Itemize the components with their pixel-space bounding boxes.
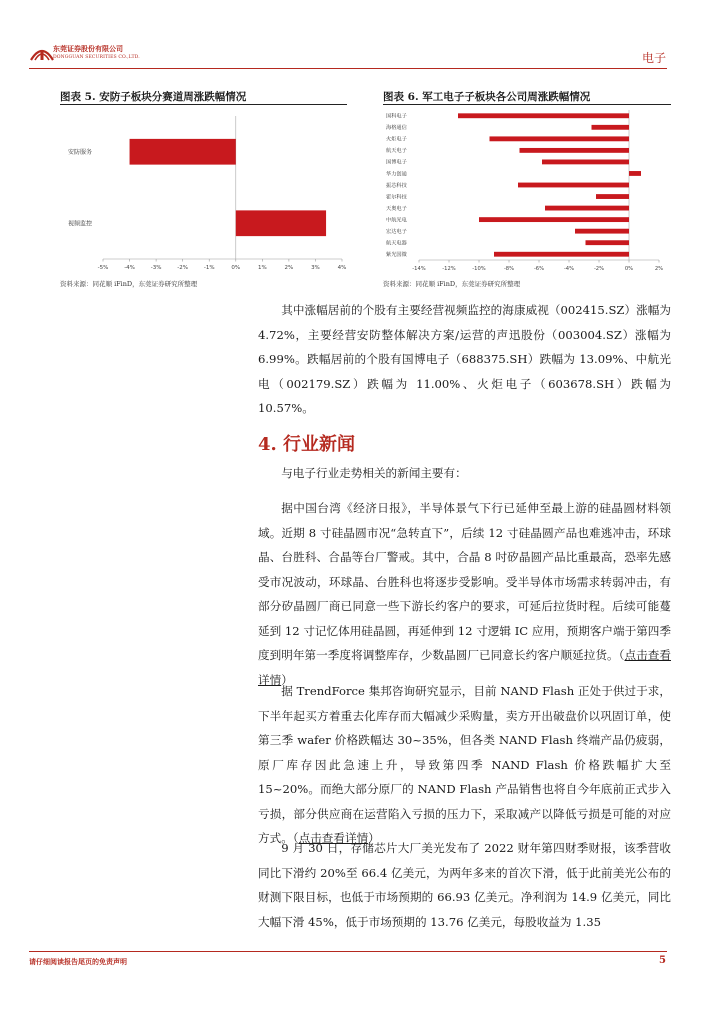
x-tick-label-2: -4% [124,265,135,271]
category-label-6: 华力创通 [386,171,407,178]
paragraph-movers: 其中涨幅居前的个股有主要经营视频监控的海康威视（002415.SZ）涨幅为 4.72%，主要经营安防整体解决方案/运营的声迅股份（003004.SZ）涨幅为 6.99%。跌幅居前的个股有国博电子（688375.SH）跌幅为 13.09%、中航光电（002179.SZ）跌幅为 11.00%、火炬电子（603678.SH）跌幅为 10.57%。 [258,303,671,415]
section-title-industry-news: 4. 行业新闻 [258,434,356,455]
x-tick-label-7: 1% [257,265,267,271]
page-number: 5 [659,955,666,966]
bar-6 [629,171,641,176]
category-label-9: 天奥电子 [386,205,407,212]
category-label-3: 火炬电子 [386,136,407,143]
paragraph-news-wafer: 据中国台湾《经济日报》，半导体景气下行已延伸至最上游的硅晶圆材料领域。近期 8 寸硅晶圆市况“急转直下”，后续 12 寸硅晶圆产品也难逃冲击，环球晶、台胜科、合晶等台厂警戒。其中，合晶 8 吋矽晶圆产品比重最高，恐率先感受市况波动，环球晶、台胜科也将逐步受影响。受半导体市场需求转弱冲击，有部分矽晶圆厂商已同意一些下游长约客户的要求，可延后拉货时程。后续可能蔓延到 12 寸记忆体用硅晶圆，再延伸到 12 寸逻辑 IC 应用，预期客户端于第四季度到明年第一季度将调整库存，少数晶圆厂已同意长约客户顺延拉货。（点击查看详情） [258,501,671,687]
figure6-title-rule [383,104,671,105]
company-name-cn: 东莞证券股份有限公司 [53,44,123,53]
figure5-title: 图表 5. 安防子板块分赛道周涨跌幅情况 [60,91,247,103]
figure6-bar-chart [383,108,671,276]
x-tick-label-3: -10% [472,266,486,272]
paragraph-news-nand-text: 据 TrendForce 集邦咨询研究显示，目前 NAND Flash 正处于供过于求，下半年起买方着重去化库存而大幅减少采购量，卖方开出破盘价以巩固订单，使第三季 wafer 价格跌幅达 30~35%，但各类 NAND Flash 终端产品仍疲弱，原厂库存因此急速上升，导致第四季 NAND Flash 价格跌幅扩大至 15~20%。而绝大部分原厂的 NAND Flash 产品销售也将自今年底前正式步入亏损，部分供应商在运营陷入亏损的压力下，采取减产以降低亏损是可能的对应方式。 [258,684,671,845]
x-tick-label-4: -2% [177,265,189,271]
x-tick-label-4: -8% [503,266,515,272]
x-tick-label-7: -2% [593,266,605,272]
x-tick-label-2: -12% [442,266,456,272]
bar-7 [518,183,629,188]
x-tick-label-5: -6% [533,266,545,272]
category-label-7: 振芯科技 [386,182,407,189]
paragraph-news-micron: 9 月 30 日，存储芯片大厂美光发布了 2022 财年第四财季财报，该季营收同比下滑约 20%至 66.4 亿美元，为两年多来的首次下滑，低于此前美光公布的财测下限目标，也低于市场预期的 66.93 亿美元。净利润为 14.9 亿美元，同比大幅下滑 45%，低于市场预期的 13.76 亿美元，每股收益为 1.35 [258,841,671,929]
bar-9 [545,206,629,211]
bar-1 [458,113,629,118]
x-tick-label-6: -4% [563,266,575,272]
category-label-1: 安防服务 [68,148,93,156]
bar-13 [494,252,629,257]
footer-disclaimer: 请仔细阅读报告尾页的免责声明 [29,957,127,966]
footer-divider [29,951,667,952]
category-label-10: 中航光电 [386,217,407,224]
company-name-en: DONGGUAN SECURITIES CO.,LTD. [53,55,140,60]
header-divider [29,68,667,69]
bar-8 [596,194,629,199]
x-tick-label-9: 3% [311,265,320,271]
figure5-bar-chart [60,108,347,276]
paragraph-news-wafer-text: 据中国台湾《经济日报》，半导体景气下行已延伸至最上游的硅晶圆材料领域。近期 8 寸硅晶圆市况“急转直下”，后续 12 寸硅晶圆产品也难逃冲击，环球晶、台胜科、合晶等台厂警戒。其中，合晶 8 吋矽晶圆产品比重最高，恐率先感受市况波动，环球晶、台胜科也将逐步受影响。受半导体市场需求转弱冲击，有部分矽晶圆厂商已同意一些下游长约客户的要求，可延后拉货时程。后续可能蔓延到 12 寸记忆体用硅晶圆，再延伸到 12 寸逻辑 IC 应用，预期客户端于第四季度到明年第一季度将调整库存，少数晶圆厂已同意长约客户顺延拉货。 [258,501,671,662]
x-tick-label-1: -5% [97,265,109,271]
category-label-11: 宏达电子 [386,228,407,235]
x-tick-label-9: 2% [654,266,664,272]
category-label-2: 视频监控 [68,220,93,228]
bar-2 [592,125,630,130]
x-tick-label-8: 0% [624,266,634,272]
bar-5 [542,160,629,165]
category-label-4: 航天电子 [386,148,407,155]
figure6-source: 资料来源：同花顺 iFinD，东莞证券研究所整理 [383,280,521,288]
paragraph-news-intro: 与电子行业走势相关的新闻主要有： [281,466,467,480]
x-tick-label-6: 0% [231,265,241,271]
bar-3 [490,136,630,141]
category-label-1: 国科电子 [386,113,407,120]
category-label-5: 国博电子 [386,159,407,166]
bar-11 [575,229,629,234]
x-tick-label-10: 4% [337,265,347,271]
paragraph-news-nand: 据 TrendForce 集邦咨询研究显示，目前 NAND Flash 正处于供过于求，下半年起买方着重去化库存而大幅减少采购量，卖方开出破盘价以巩固订单，使第三季 wafer 价格跌幅达 30~35%，但各类 NAND Flash 终端产品仍疲弱，原厂库存因此急速上升，导致第四季 NAND Flash 价格跌幅扩大至 15~20%。而绝大部分原厂的 NAND Flash 产品销售也将自今年底前正式步入亏损，部分供应商在运营陷入亏损的压力下，采取减产以降低亏损是可能的对应方式。（点击查看详情） [258,684,671,845]
x-tick-label-8: 2% [284,265,294,271]
category-label-13: 紫光国微 [386,252,407,259]
bar-12 [586,240,630,245]
category-label-2: 海格通信 [386,125,407,132]
sector-label: 电子 [641,51,666,65]
bar-2 [236,210,326,236]
company-logo-icon [29,44,55,62]
category-label-12: 航天电器 [386,240,407,247]
figure5-title-rule [60,104,347,105]
detail-link-nand[interactable]: 点击查看详情 [298,831,369,845]
bar-10 [479,217,629,222]
figure6-title: 图表 6. 军工电子子板块各公司周涨跌幅情况 [383,91,591,103]
x-tick-label-3: -3% [150,265,162,271]
category-label-8: 霍尔科技 [386,194,407,201]
bar-1 [130,139,236,165]
bar-4 [520,148,630,153]
x-tick-label-5: -1% [203,265,215,271]
detail-link-wafer[interactable]: 点击查看详情 [258,648,671,687]
x-tick-label-1: -14% [412,266,426,272]
figure5-source: 资料来源：同花顺 iFinD，东莞证券研究所整理 [60,280,198,288]
